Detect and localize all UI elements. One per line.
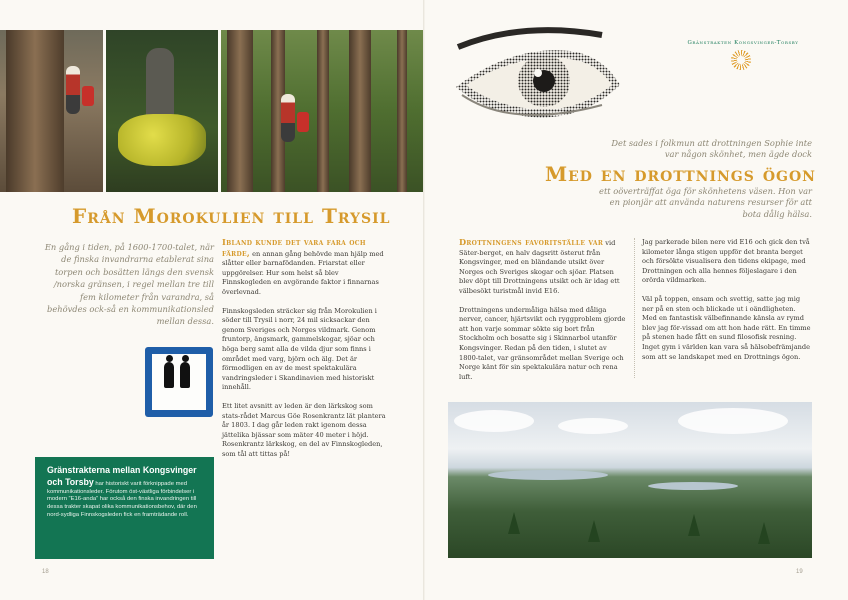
eye-icon [452, 25, 632, 135]
yellow-moss [118, 114, 206, 166]
paragraph [222, 238, 386, 298]
backpack [82, 86, 94, 106]
page-number-left: 18 [42, 569, 49, 575]
tree-trunk [397, 30, 407, 192]
lake [488, 470, 608, 480]
tree-trunk [349, 30, 371, 192]
green-info-box [35, 457, 214, 559]
paragraph: Drottningens undermåliga hälsa med dåliga nerver, cancer, hjärtsvikt och ryggproblem gjorde att hon varje sommar sökte sig bort från Stockholm och bosatte sig i Skinnarbol utanför Kongsvinger. Redan på den tiden, i slutet av 1800-talet, var gränsområdet mellan Sverige och Norge känt för sin spektakulära natur och rena luft. [459, 305, 626, 381]
paragraph-text: vid Säter-berget, en halv dagsritt österut från Kongsvinger, med en bländande utsikt över Norges och Sveriges skogar och sjöar. Platsen blev döpt till Drottningens utsikt och är idag ett välbesökt turistmål invid E16. [459, 239, 620, 295]
tree-trunk [317, 30, 329, 192]
spruce-tree [688, 514, 700, 536]
right-page-intro-continued: ett oöverträffat öga för skönhetens väsen. Hon var en pionjär att använda naturens resurser för att bota dålig hälsa. [599, 186, 812, 219]
paragraph-lead-caps: Ibland kunde det vara fara och färde, [222, 237, 366, 258]
walker-icon [180, 362, 190, 388]
column-divider [634, 238, 635, 378]
lake [648, 482, 738, 490]
right-body-column-2 [642, 238, 812, 371]
photo-hiker-larch-forest [221, 30, 423, 192]
paragraph-lead-caps: Drottningens favoritställe var [459, 237, 604, 247]
paragraph: Väl på toppen, ensam och svettig, satte jag mig ner på en sten och blickade ut i oändligheten. Med en fantastisk välbefinnande känsla av rymd blev jag för-vissad om att hon hade rätt. En timme på stenen hade fått en sund filosofisk resning. Inget gym i världen kan vara så hälsobefrämjande som att se landskapet med en Drottnings ögon. [642, 294, 811, 361]
paragraph [459, 238, 626, 297]
left-page-title: Från Morokulien till Trysil [72, 204, 391, 228]
spruce-tree [758, 522, 770, 544]
cloud [678, 408, 788, 434]
hiker-figure [66, 66, 80, 114]
backpack [297, 112, 309, 132]
info-box-text: har historiskt varit förknippade med kommunikationsleder. Förutom öst-västliga förbindelser i modern “E16-anda” har också den finska invandringen till dessa trakter skapat olika kommunikationsbehov, där den nord-sydliga Finnskogsleden fick en framträdande roll. [47, 480, 197, 518]
hikers-sign-icon [145, 347, 213, 417]
info-box-lead: Gränstrakterna mellan Kongsvinger och Torsby [47, 465, 197, 487]
left-page-lead: En gång i tiden, på 1600-1700-talet, när de finska invandrarna etablerat sina torpen och bosätten längs den svensk /norska gränsen, i regel mellan tre till fem kilometer från varandra, så behövdes ock-så en kommunikationsled mellan dessa. [44, 242, 214, 327]
paragraph: Ett litet avsnitt av leden är den lärkskog som stats-rådet Marcus Göe Rosenkrantz lät plantera år 1803. I dag går leden rakt igenom dessa jättelika bjässar som mäter 40 meter i höjd. Rosenkrantz lärkskog, en del av Finnskogleden, som tål att tittas på! [222, 401, 386, 458]
right-page-title: Med en drottnings ögon [545, 162, 816, 186]
cloud [454, 410, 534, 432]
paragraph: Jag parkerade bilen nere vid E16 och gick den två kilometer långa stigen uppför det branta berget och försökte visualisera den tidens ekipage, med Drottningen och alla hennes följeslagare i den orörda vildmarken. [642, 238, 810, 285]
paragraph-text: en annan gång behövde man hjälp med slåtter eller barnafödanden. Friarstat eller uppgörelser. Hur som helst så blev Finnskogleden en avgörande faktor i finnarnas överlevnad. [222, 249, 384, 296]
spruce-tree [588, 520, 600, 542]
tree-trunk [227, 30, 253, 192]
walker-icon [164, 362, 174, 388]
brand-header: Gränstrakten Kongsvinger-Torsby [687, 40, 799, 46]
right-page-intro: Det sades i folkmun att drottningen Sophie inte var någon skönhet, men ägde dock [611, 138, 812, 160]
sign-face [152, 354, 206, 410]
photo-forest-lake-landscape [448, 402, 812, 558]
eye-halftone-image [452, 25, 632, 135]
cloud [558, 418, 628, 434]
photo-mossy-stone [106, 30, 218, 192]
sunburst-icon [731, 50, 751, 70]
left-body-column [222, 238, 386, 468]
page-gutter [423, 0, 425, 600]
paragraph: Finnskogsleden sträcker sig från Morokulien i söder till Trysil i norr, 24 mil sicksackar den genom Sveriges och Norges vildmark. Genom fruntorp, ängsmark, gammelskogar, sjöar och höga berg samt alla de vilda djur som finns i området med varg, björn och älg. Det är förmodligen en av de mest spektakulära vandringsleder i Skandinavien med historiskt innehåll. [222, 306, 377, 392]
spruce-tree [508, 512, 520, 534]
page-number-right: 19 [796, 569, 803, 575]
photo-hiker-hugging-tree [0, 30, 103, 192]
hiker-figure [281, 94, 295, 142]
tree-trunk [6, 30, 64, 192]
right-body-column-1 [459, 238, 626, 391]
